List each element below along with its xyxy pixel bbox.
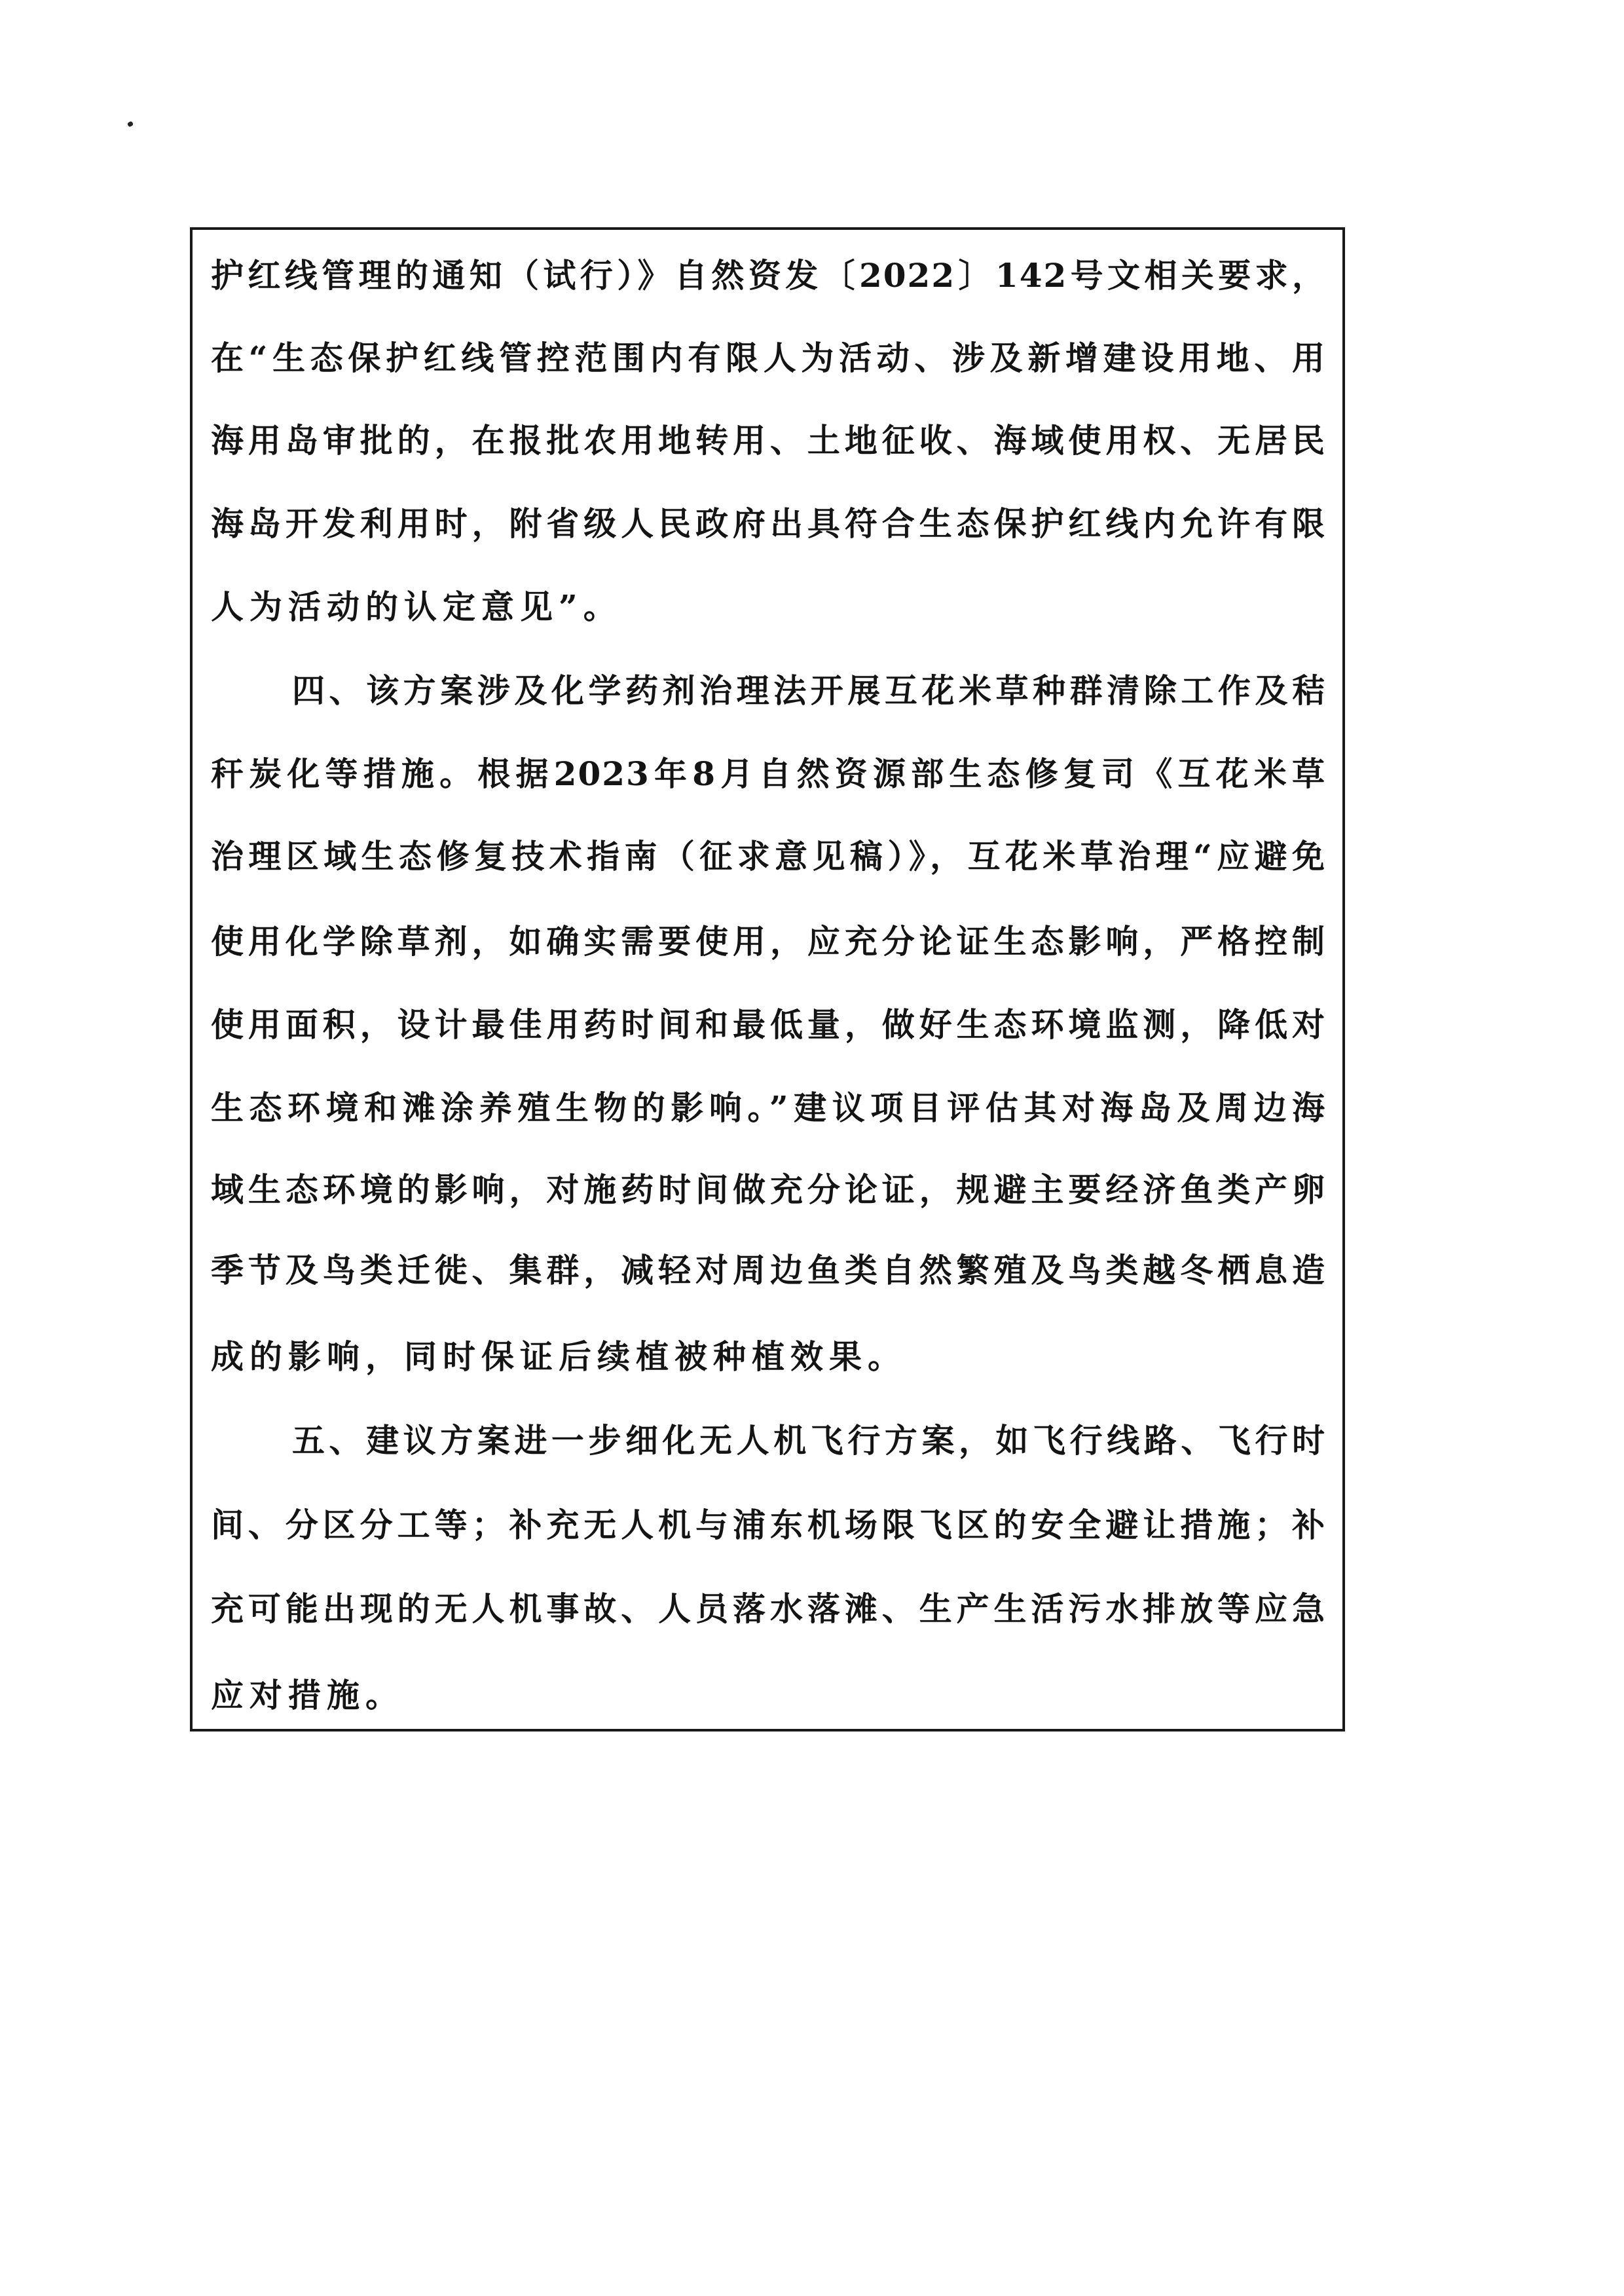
- text-line: 使用化学除草剂，如确实需要使用，应充分论证生态影响，严格控制: [211, 922, 1326, 961]
- text-line: 在“生态保护红线管控范围内有限人为活动、涉及新增建设用地、用: [211, 339, 1326, 377]
- text-line: 护红线管理的通知（试行）》自然资发〔2022〕142号文相关要求，: [211, 256, 1326, 295]
- scan-speck: [127, 120, 134, 127]
- text-line: 域生态环境的影响，对施药时间做充分论证，规避主要经济鱼类产卵: [211, 1170, 1326, 1209]
- text-line: 人为活动的认定意见”。: [211, 587, 622, 626]
- text-line: 季节及鸟类迁徙、集群，减轻对周边鱼类自然繁殖及鸟类越冬栖息造: [211, 1251, 1326, 1289]
- text-line: 应对措施。: [211, 1676, 404, 1714]
- text-line: 秆炭化等措施。根据2023年8月自然资源部生态修复司《互花米草: [211, 754, 1326, 793]
- text-line: 使用面积，设计最佳用药时间和最低量，做好生态环境监测，降低对: [211, 1005, 1326, 1044]
- paragraph-four-start: 四、该方案涉及化学药剂治理法开展互花米草种群清除工作及秸: [292, 671, 1326, 710]
- text-line: 生态环境和滩涂养殖生物的影响。”建议项目评估其对海岛及周边海: [211, 1088, 1326, 1127]
- text-line: 海岛开发利用时，附省级人民政府出具符合生态保护红线内允许有限: [211, 504, 1326, 543]
- text-line: 治理区域生态修复技术指南（征求意见稿）》，互花米草治理“应避免: [211, 837, 1326, 876]
- text-line: 成的影响，同时保证后续植被种植效果。: [211, 1337, 906, 1376]
- text-line: 充可能出现的无人机事故、人员落水落滩、生产生活污水排放等应急: [211, 1589, 1326, 1628]
- text-line: 海用岛审批的，在报批农用地转用、土地征收、海域使用权、无居民: [211, 421, 1326, 460]
- paragraph-five-start: 五、建议方案进一步细化无人机飞行方案，如飞行线路、飞行时: [292, 1421, 1326, 1460]
- text-line: 间、分区分工等；补充无人机与浦东机场限飞区的安全避让措施；补: [211, 1506, 1326, 1544]
